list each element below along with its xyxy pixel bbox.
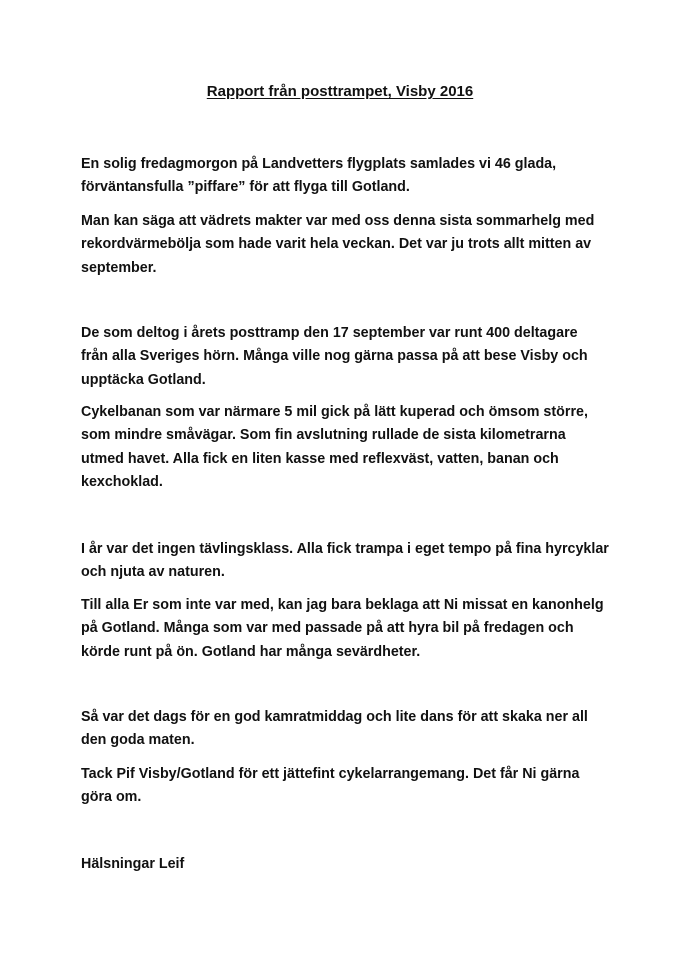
paragraph-line: förväntansfulla ”piffare” för att flyga till Gotland. <box>81 179 410 196</box>
signature-line <box>81 853 601 876</box>
paragraph-line: Cykelbanan som var närmare 5 mil gick på lätt kuperad och ömsom större, <box>81 404 588 420</box>
paragraph-line: kexchoklad. <box>81 473 163 490</box>
paragraph <box>81 763 601 810</box>
paragraph-line: den goda maten. <box>81 732 195 749</box>
paragraph-line: som mindre småvägar. Som fin avslutning rullade de sista kilometrarna <box>81 427 566 444</box>
paragraph-line: körde runt på ön. Gotland har många sevärdheter. <box>81 643 421 660</box>
paragraph <box>81 210 601 280</box>
paragraph-line: Till alla Er som inte var med, kan jag bara beklaga att Ni missat en kanonhelg <box>81 597 604 613</box>
paragraph-line: upptäcka Gotland. <box>81 371 206 388</box>
paragraph-line: Tack Pif Visby/Gotland för ett jättefint cykelarrangemang. Det får Ni gärna <box>81 766 580 782</box>
paragraph <box>81 322 601 392</box>
paragraph <box>81 401 601 494</box>
paragraph-line: och njuta av naturen. <box>81 564 225 581</box>
paragraph <box>81 538 609 585</box>
paragraph <box>81 594 604 664</box>
paragraph-line: En solig fredagmorgon på Landvetters flygplats samlades vi 46 glada, <box>81 156 557 172</box>
paragraph <box>81 706 601 753</box>
paragraph-line: Så var det dags för en god kamratmiddag och lite dans för att skaka ner all <box>81 709 588 725</box>
paragraph-line: De som deltog i årets posttramp den 17 september var runt 400 deltagare <box>81 325 578 341</box>
paragraph-line: Hälsningar Leif <box>81 856 185 872</box>
paragraph-line: på Gotland. Många som var med passade på att hyra bil på fredagen och <box>81 620 574 637</box>
paragraph-line: från alla Sveriges hörn. Många ville nog gärna passa på att bese Visby och <box>81 348 588 365</box>
paragraph-line: rekordvärmebölja som hade varit hela veckan. Det var ju trots allt mitten av <box>81 236 592 253</box>
paragraph-line: september. <box>81 259 157 276</box>
paragraph-line: I år var det ingen tävlingsklass. Alla fick trampa i eget tempo på fina hyrcyklar <box>81 541 609 557</box>
paragraph <box>81 153 601 200</box>
paragraph-line: göra om. <box>81 789 142 806</box>
document-title: Rapport från posttrampet, Visby 2016 <box>206 83 474 100</box>
paragraph-line: utmed havet. Alla fick en liten kasse med reflexväst, vatten, banan och <box>81 450 559 467</box>
paragraph-line: Man kan säga att vädrets makter var med oss denna sista sommarhelg med <box>81 213 595 229</box>
